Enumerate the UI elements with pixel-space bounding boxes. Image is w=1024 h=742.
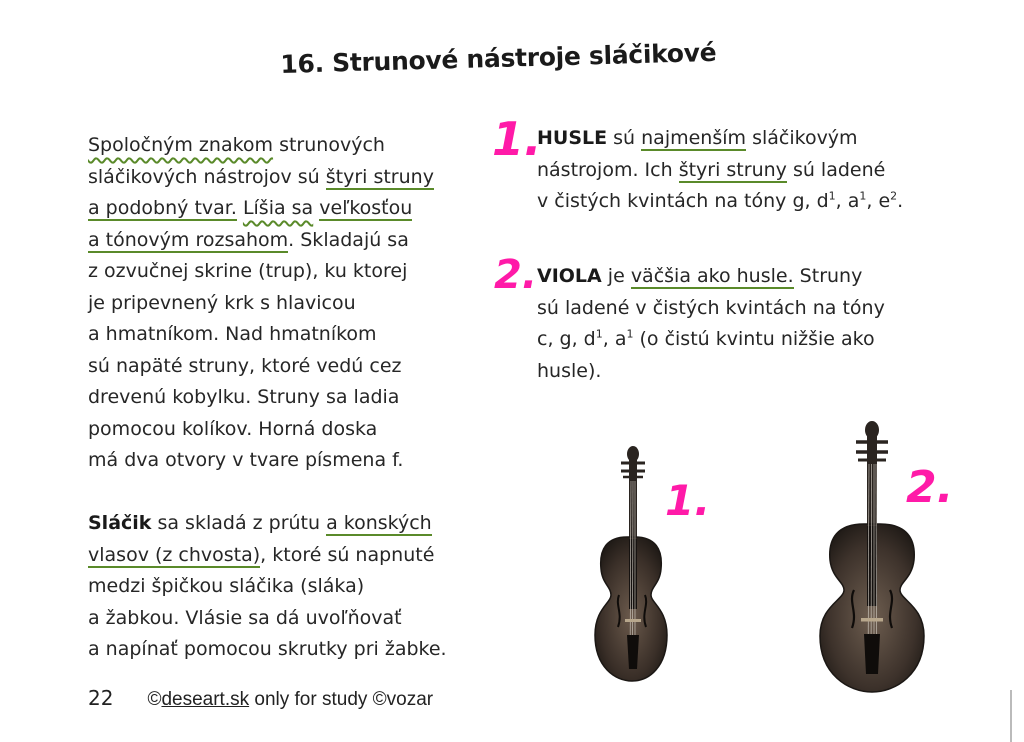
text-span: .	[897, 190, 904, 212]
violin-paragraph	[537, 122, 997, 217]
handwritten-viola-number: 2.	[906, 462, 954, 513]
text-span: sú ladené	[786, 158, 886, 181]
text-span: sláčikovým	[746, 127, 858, 149]
underlined-phrase: najmenším	[641, 127, 747, 149]
copyright-symbol: ©	[147, 689, 162, 710]
text-span: . Skladajú sa	[288, 228, 409, 251]
underlined-phrase: a podobný tvar.	[88, 197, 237, 219]
text-line	[537, 154, 997, 186]
bow-paragraph	[88, 508, 518, 666]
superscript: 1	[626, 327, 634, 341]
text-line: pomocou kolíkov. Horná doska	[88, 417, 378, 440]
text-line: a žabkou. Vlásie sa dá uvoľňovať	[88, 606, 402, 629]
intro-paragraph	[88, 130, 508, 477]
text-line	[88, 130, 508, 162]
text-line	[537, 260, 997, 292]
handwritten-number-2: 2.	[494, 252, 538, 298]
viola-paragraph	[537, 260, 997, 386]
text-span: , e	[866, 190, 891, 212]
bow-term: Sláčik	[88, 512, 152, 534]
text-line: medzi špičkou sláčika (sláka)	[88, 575, 365, 597]
text-line	[88, 508, 518, 540]
site-link[interactable]: deseart.sk	[161, 689, 250, 710]
text-span: v čistých kvintách na tóny g, d	[537, 190, 829, 212]
text-line: husle).	[537, 359, 602, 382]
wavy-underlined-phrase: Líšia sa	[242, 197, 314, 219]
wavy-underlined-phrase: Spoločným znakom	[88, 134, 274, 156]
text-span: sa skladá z prútu	[151, 512, 327, 534]
text-span: Struny	[793, 265, 863, 287]
text-line: a napínať pomocou skrutky pri žabke.	[88, 638, 447, 660]
text-span: je	[601, 265, 631, 287]
page-footer	[88, 686, 433, 711]
superscript: 1	[595, 327, 603, 341]
underlined-phrase: štyri struny	[678, 158, 787, 181]
text-line: z ozvučnej skrine (trup), ku ktorej	[88, 260, 408, 282]
page-number: 22	[88, 686, 114, 710]
text-line	[88, 540, 518, 572]
superscript: 1	[828, 189, 836, 203]
text-span: sú	[607, 127, 642, 149]
text-line: a hmatníkom. Nad hmatníkom	[88, 323, 377, 345]
text-span: nástrojom. Ich	[537, 158, 679, 181]
text-line: je pripevnený krk s hlavicou	[88, 291, 356, 314]
page-edge-mark	[1010, 690, 1012, 742]
handwritten-number-1: 1.	[492, 112, 542, 166]
text-line	[537, 122, 997, 154]
superscript: 2	[890, 189, 898, 203]
text-line	[537, 323, 997, 355]
text-span: , a	[602, 328, 627, 350]
text-line	[88, 162, 508, 194]
handwritten-violin-number: 1.	[665, 476, 711, 525]
underlined-phrase: väčšia ako husle.	[630, 265, 794, 287]
text-line: sú ladené v čistých kvintách na tóny	[537, 296, 885, 319]
underlined-phrase: veľkosťou	[319, 197, 413, 219]
text-span: , a	[835, 190, 860, 212]
text-span: c, g, d	[537, 328, 596, 350]
underlined-phrase: štyri struny	[325, 165, 434, 188]
underlined-phrase: a tónovým rozsahom	[88, 228, 289, 251]
text-line: sú napäté struny, ktoré vedú cez	[88, 354, 402, 377]
text-line: má dva otvory v tvare písmena f.	[88, 449, 404, 471]
text-span: , ktoré sú napnuté	[260, 543, 435, 566]
text-span: sláčikových nástrojov sú	[88, 165, 326, 188]
text-span: strunových	[273, 134, 385, 156]
footer-note: only for study ©vozar	[249, 689, 434, 710]
underlined-phrase: a konských	[326, 512, 432, 534]
underlined-phrase: vlasov (z chvosta)	[88, 543, 261, 566]
viola-term: VIOLA	[537, 265, 602, 287]
text-line	[537, 185, 997, 217]
text-line	[88, 193, 508, 225]
text-line: drevenú kobylku. Struny sa ladia	[88, 386, 400, 408]
text-span: (o čistú kvintu nižšie ako	[633, 328, 875, 350]
text-line	[88, 225, 508, 257]
page-title: 16. Strunové nástroje sláčikové	[280, 37, 717, 79]
violin-illustration	[585, 445, 670, 685]
violin-term: HUSLE	[537, 127, 608, 149]
superscript: 1	[859, 189, 867, 203]
